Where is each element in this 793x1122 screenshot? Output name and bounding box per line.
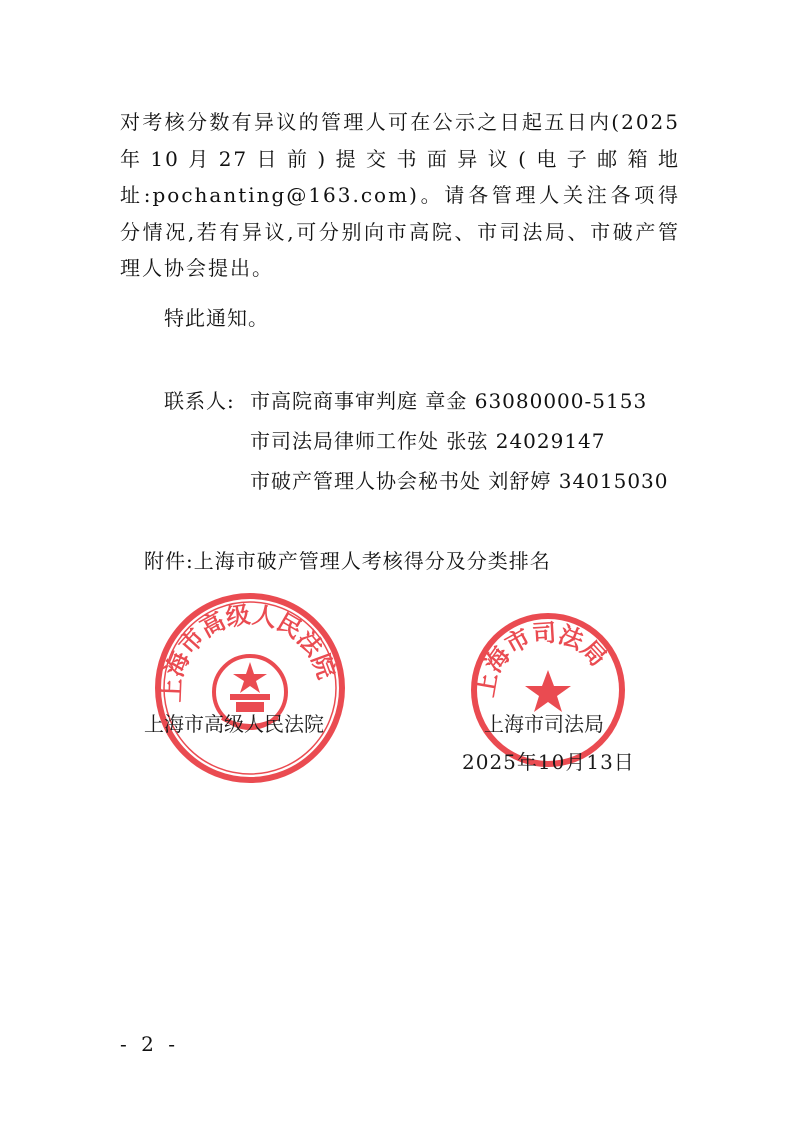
- contact-line-3: 市破产管理人协会秘书处 刘舒婷 34015030: [250, 469, 669, 493]
- court-seal-text: 上海市高级人民法院: [157, 600, 341, 703]
- body-paragraph: 对考核分数有异议的管理人可在公示之日起五日内(2025年10月27日前)提交书面异议(电子邮箱地址:pochanting@163.com)。请各管理人关注各项得分情况,若有异议,可分别向市高院、市司法局、市破产管理人协会提出。: [120, 110, 680, 280]
- svg-text:上海市高级人民法院: [158, 601, 341, 703]
- contact-line-1: 市高院商事审判庭 章金 63080000-5153: [250, 389, 648, 413]
- signature-date: 2025年10月13日: [462, 750, 635, 774]
- signature-org-justice: 上海市司法局: [484, 712, 604, 736]
- star-icon: [525, 670, 571, 712]
- signature-org-court: 上海市高级人民法院: [144, 712, 324, 736]
- contact-line-2: 市司法局律师工作处 张弦 24029147: [250, 429, 606, 453]
- page-number: - 2 -: [120, 1032, 179, 1056]
- attachment-line: 附件:上海市破产管理人考核得分及分类排名: [144, 549, 551, 573]
- closing-notice: 特此通知。: [164, 306, 269, 330]
- court-seal-icon: [152, 590, 348, 786]
- contact-label: 联系人:: [164, 389, 235, 413]
- justice-seal-text: 上海市司法局: [471, 618, 613, 700]
